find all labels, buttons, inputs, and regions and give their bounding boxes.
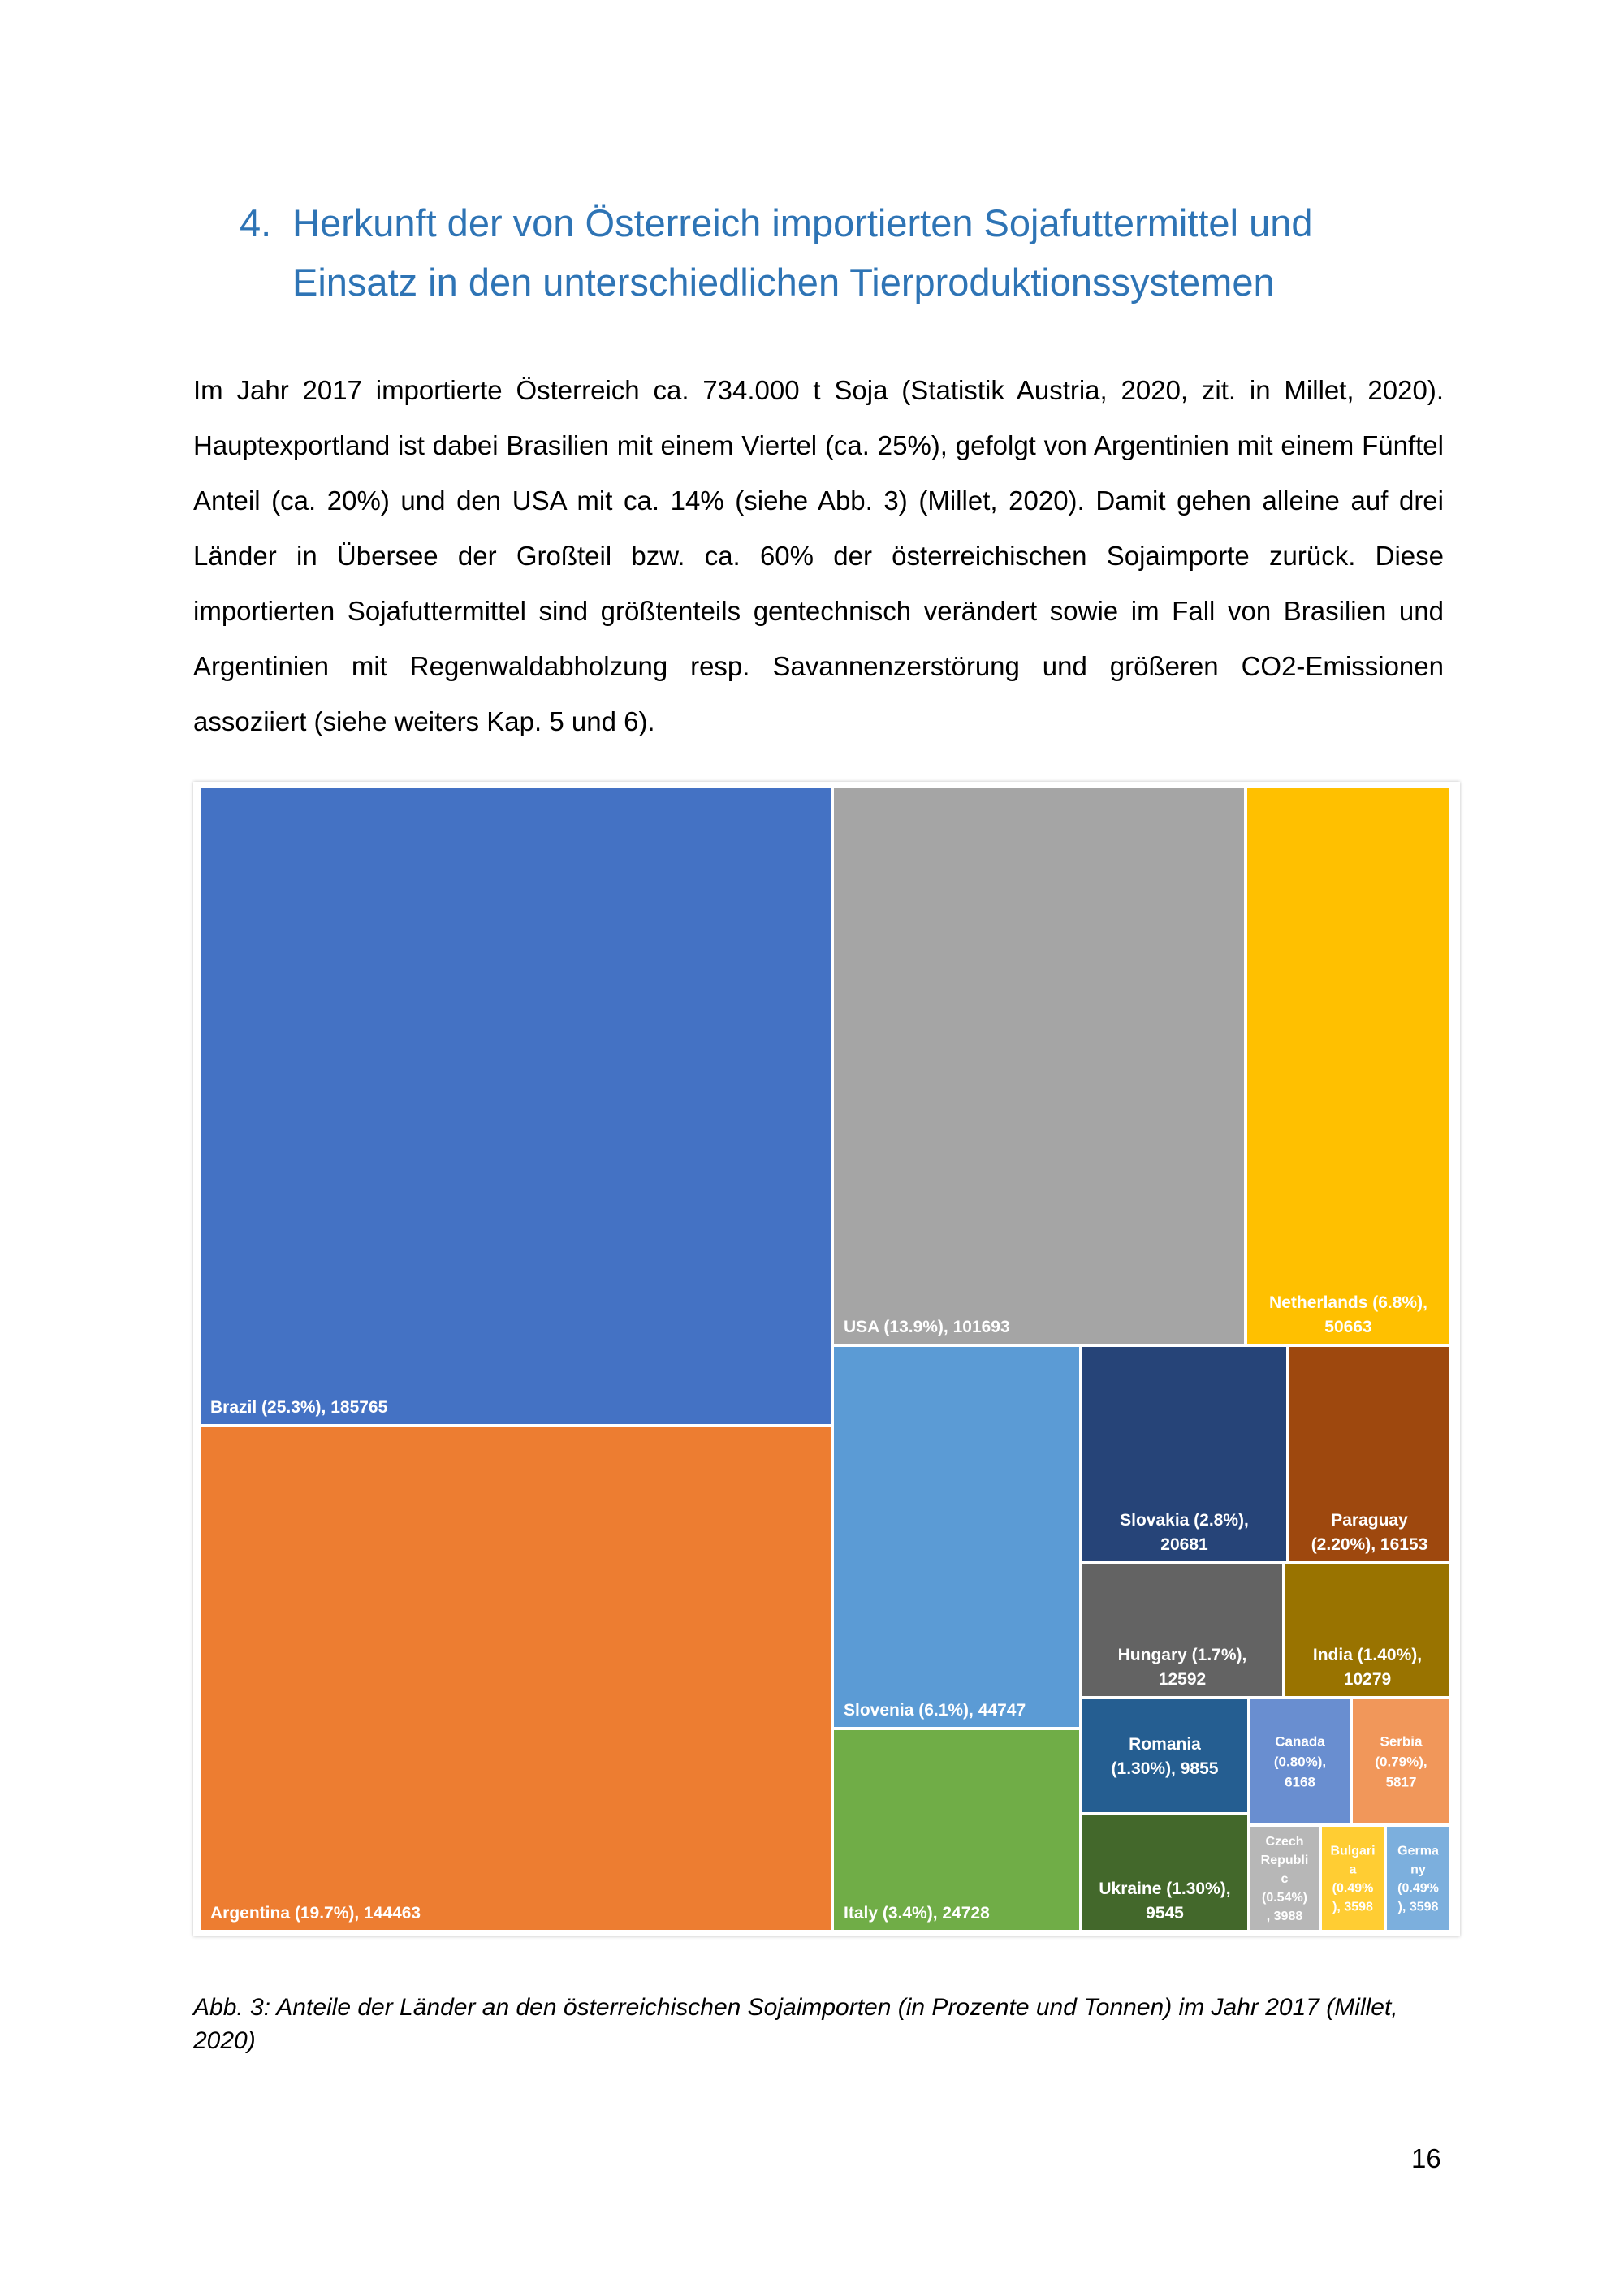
tile-brazil bbox=[201, 788, 831, 1424]
tile-romania bbox=[1082, 1699, 1247, 1812]
label-slovenia: Slovenia (6.1%), 44747 bbox=[844, 1701, 1026, 1720]
page-number: 16 bbox=[1411, 2143, 1441, 2173]
label-slovakia: Slovakia (2.8%), 20681 bbox=[1120, 1511, 1249, 1554]
label-canada: Canada (0.80%), 6168 bbox=[1273, 1733, 1327, 1790]
tile-slovenia bbox=[834, 1347, 1079, 1727]
label-bulgaria: Bulgari a (0.49% ), 3598 bbox=[1330, 1844, 1376, 1914]
label-germany: Germa ny (0.49% ), 3598 bbox=[1397, 1844, 1439, 1914]
label-hungary: Hungary (1.7%), 12592 bbox=[1117, 1646, 1247, 1689]
tile-bulgaria bbox=[1322, 1827, 1384, 1930]
label-serbia: Serbia (0.79%), 5817 bbox=[1375, 1733, 1427, 1790]
label-romania: Romania (1.30%), 9855 bbox=[1111, 1734, 1219, 1778]
label-czech-republic: Czech Republi c (0.54%) , 3988 bbox=[1260, 1835, 1309, 1924]
tile-netherlands bbox=[1247, 788, 1449, 1344]
label-ukraine: Ukraine (1.30%), 9545 bbox=[1099, 1880, 1231, 1923]
section-title-line-1: Herkunft der von Österreich importierten Sojafuttermittel und bbox=[292, 201, 1313, 244]
body-paragraph: Im Jahr 2017 importierte Österreich ca. 734.000 t Soja (Statistik Austria, 2020, zit. in Millet, 2020). Hauptexportland ist dabei Brasilien mit einem Viertel (ca. 25%), gefolgt von Argentinien mit einem Fünftel Anteil (ca. 20%) und den USA mit ca. 14% (siehe Abb. 3) (Millet, 2020). Damit gehen alleine auf drei Länder in Übersee der Großteil bzw. ca. 60% der österreichischen Sojaimporte zurück. Diese importierten Sojafuttermittel sind größtenteils gentechnisch verändert sowie im Fall von Brasilien und Argentinien mit Regenwaldabholzung resp. Savannenzerstörung und größeren CO2-Emissionen assoziiert (siehe weiters Kap. 5 und 6). bbox=[193, 375, 1444, 736]
figure-caption: Abb. 3: Anteile der Länder an den österreichischen Sojaimporten (in Prozente und Tonnen) im Jahr 2017 (Millet, 2020) bbox=[193, 1994, 1398, 2054]
treemap-chart bbox=[193, 782, 1460, 1936]
section-number: 4. bbox=[240, 201, 272, 244]
label-india: India (1.40%), 10279 bbox=[1312, 1646, 1423, 1689]
label-usa: USA (13.9%), 101693 bbox=[844, 1318, 1010, 1336]
label-netherlands: Netherlands (6.8%), 50663 bbox=[1269, 1293, 1427, 1336]
tile-usa bbox=[834, 788, 1244, 1344]
section-title-line-2: Einsatz in den unterschiedlichen Tierproduktionssystemen bbox=[292, 261, 1275, 304]
treemap-figure bbox=[193, 782, 1460, 1936]
tile-germany bbox=[1387, 1827, 1449, 1930]
label-paraguay: Paraguay (2.20%), 16153 bbox=[1311, 1511, 1428, 1554]
label-argentina: Argentina (19.7%), 144463 bbox=[210, 1904, 421, 1923]
label-italy: Italy (3.4%), 24728 bbox=[844, 1904, 990, 1923]
label-brazil: Brazil (25.3%), 185765 bbox=[210, 1398, 388, 1417]
tile-italy bbox=[834, 1730, 1079, 1930]
tile-argentina bbox=[201, 1427, 831, 1930]
